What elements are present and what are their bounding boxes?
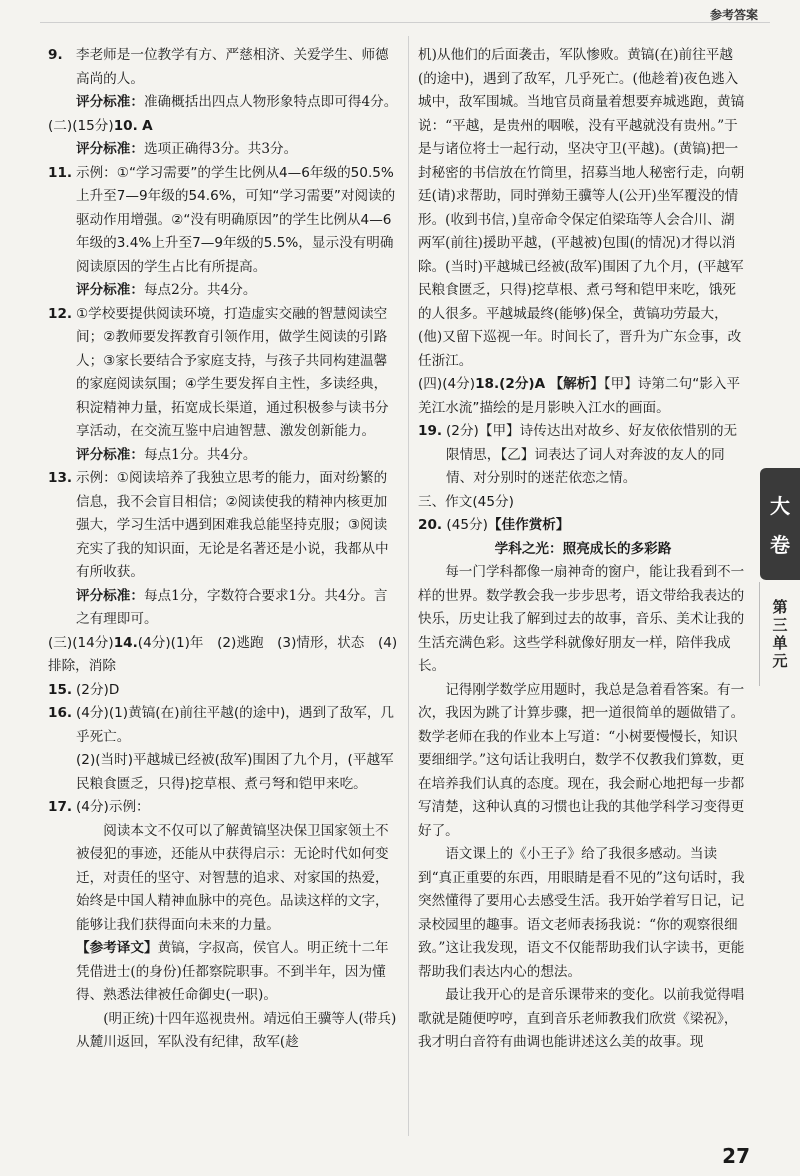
- left-column: [48, 44, 400, 1055]
- page-number: 27: [722, 1144, 750, 1168]
- question-12: 12. ①学校要提供阅读环境，打造虚实交融的智慧阅读空间；②教师要发挥教育引领作用，做学生阅读的引路人；③家长要结合予家庭支持，与孩子共同构建温馨的家庭阅读氛围；④学生要发挥自主性，多读经典，积淀精神力量，拓宽成长渠道，通过积极参与读书分享活动，在交流互鉴中启迪智慧、激发创新能力。: [48, 305, 389, 439]
- essay-paragraph: 最让我开心的是音乐课带来的变化。以前我觉得唱歌就是随便哼哼，直到音乐老师教我们欣赏《梁祝》，我才明白音符有曲调也能讲述这么美的故事。现: [418, 987, 745, 1050]
- criteria-9: 评分标准：准确概括出四点人物形象特点即可得4分。: [76, 94, 398, 110]
- section-2: (二)(15分)10. A: [48, 117, 153, 134]
- column-divider: [408, 36, 409, 1136]
- question-9: 9. 李老师是一位教学有方、严慈相济、关爱学生、师德高尚的人。: [48, 47, 389, 87]
- right-column: [418, 44, 748, 1055]
- translation: 【参考译文】黄镐，字叔高，侯官人。明正统十二年凭借进士(的身份)任都察院职事。不到半年，因为懂得、熟悉法律被任命御史(一职)。: [76, 940, 389, 1003]
- criteria-13: 评分标准：每点1分，字数符合要求1分。共4分。言之有理即可。: [76, 587, 388, 627]
- criteria-10: 评分标准：选项正确得3分。共3分。: [76, 141, 298, 157]
- essay-paragraph: 记得刚学数学应用题时，我总是急着看答案。有一次，我因为跳了计算步骤，把一道很简单的题做错了。数学老师在我的作业本上写道：“小树要慢慢长，知识要细细学。”这句话让我明白，数学不仅教我们算数，更在培养我们认真的态度。现在，我会耐心地把每一步都写清楚，这种认真的习惯也让我的其他学科学习变得更好了。: [418, 681, 745, 839]
- essay-title: 学科之光：照亮成长的多彩路: [494, 540, 672, 557]
- question-16: 16. (4分)(1)黄镐(在)前往平越(的途中)，遇到了敌军，几乎死亡。 (2)(当时)平越城已经被(敌军)围困了九个月，(平越军民粮食匮乏，只得)挖草根、煮弓弩和铠甲来吃。: [48, 705, 395, 792]
- question-15: 15. (2分)D: [48, 681, 120, 698]
- section-3: (三)(14分)14.(4分)(1)年 (2)逃跑 (3)情形，状态 (4)排除，消除: [48, 634, 398, 674]
- essay-paragraph: 语文课上的《小王子》给了我很多感动。当读到“真正重要的东西，用眼睛是看不见的”这句话时，我突然懂得了要用心去感受生活。我开始学着写日记，记录校园里的趣事。语文老师表扬我说：“你的观察很细致。”这让我发现，语文不仅能帮助我们认字读书，更能帮助我们表达内心的想法。: [418, 846, 745, 980]
- translation-continued: 机)从他们的后面袭击，军队惨败。黄镐(在)前往平越(的途中)，遇到了敌军，几乎死亡。(他趁着)夜色逃入城中，敌军围城。当地官员商量着想要弃城逃跑，黄镐说：“平越，是贵州的咽喉，没有平越就没有贵州。”于是与诸位将士一起行动，坚决守卫(平越)。(黄镐)把一封秘密的书信放在竹筒里，招募当地人秘密行走，向朝廷(请)求帮助，同时弹劾王骥等人(公开)坐军覆没的情形。(收到书信，)皇帝命令保定伯梁珤等人会合川、湖两军(前往)援助平越，(平越被)包围(的情况)才得以消除。(当时)平越城已经被(敌军)围困了九个月，(平越军民粮食匮乏，只得)挖草根、煮弓弩和铠甲来吃，饿死的人很多。平越城最终(能够)保全，黄镐功劳最大，(他)又留下巡视一年。时间长了，晋升为广东佥事，改任浙江。: [418, 47, 745, 369]
- tab-unit: 第 三 单 元: [759, 582, 800, 686]
- header-title: 参考答案: [709, 8, 758, 22]
- question-11: 11. 示例：①“学习需要”的学生比例从4—6年级的50.5%上升至7—9年级的54.6%，可知“学习需要”对阅读的驱动作用增强。②“没有明确原因”的学生比例从4—6年级的3.4%上升至7—9年级的5.5%，显示没有明确阅读原因的学生占比有所提高。: [48, 164, 396, 275]
- question-19: 19. (2分)【甲】诗传达出对故乡、好友依依惜别的无限情思，【乙】词表达了词人对奔波的友人的同情、对分别时的迷茫依恋之情。: [418, 423, 738, 486]
- tab-volume: 大 卷: [760, 468, 800, 580]
- criteria-11: 评分标准：每点2分。共4分。: [76, 282, 257, 298]
- section-essay: 三、作文(45分): [418, 493, 514, 510]
- question-20: 20. (45分)【佳作赏析】: [418, 517, 570, 533]
- criteria-12: 评分标准：每点1分。共4分。: [76, 446, 257, 463]
- essay-paragraph: 每一门学科都像一扇神奇的窗户，能让我看到不一样的世界。数学教会我一步步思考，语文带给我表达的快乐，历史让我了解到过去的故事，音乐、美术让我的生活充满色彩。这些学科就像好朋友一样，陪伴我成长。: [418, 564, 745, 674]
- unit-side-tab: [756, 468, 800, 688]
- header-rule: [40, 22, 770, 23]
- translation-2: (明正统)十四年巡视贵州。靖远伯王骥等人(带兵)从麓川返回，军队没有纪律，敌军(趁: [76, 1010, 397, 1050]
- section-4: (四)(4分)18.(2分)A 【解析】【甲】诗第二句“影入平羌江水流”描绘的是月影映入江水的画面。: [418, 376, 741, 416]
- question-17: 17. (4分)示例：: [48, 799, 150, 815]
- answer-17: 阅读本文不仅可以了解黄镐坚决保卫国家领土不被侵犯的事迹，还能从中获得启示：无论时代如何变迁，对责任的坚守、对智慧的追求、对家国的热爱，始终是中国人精神血脉中的亮色。品读这样的文字，能够让我们获得面向未来的力量。: [76, 822, 389, 933]
- question-13: 13. 示例：①阅读培养了我独立思考的能力，面对纷繁的信息，我不会盲目相信；②阅读使我的精神内核更加强大，学习生活中遇到困难我总能坚持克服；③阅读充实了我的知识面，无论是名著还是小说，我都从中有所收获。: [48, 470, 389, 580]
